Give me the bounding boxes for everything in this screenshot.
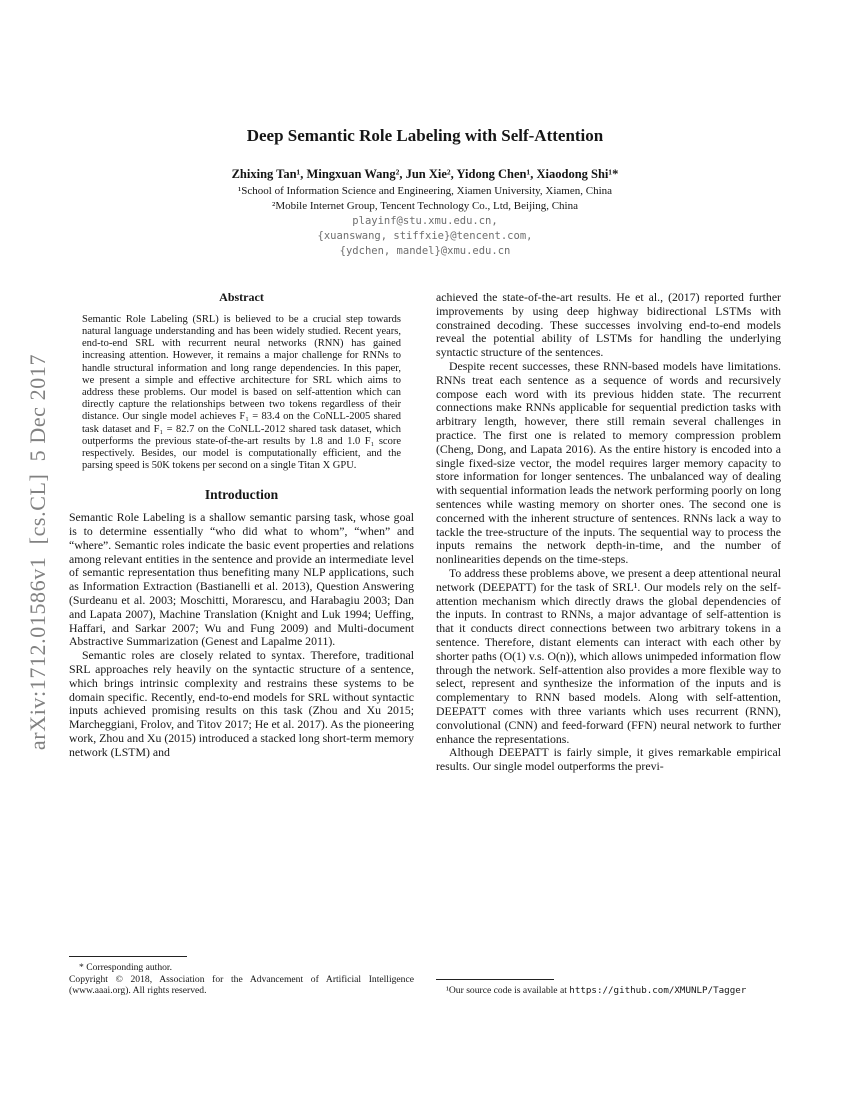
source-code-link[interactable]: https://github.com/XMUNLP/Tagger	[569, 985, 747, 997]
two-column-body	[0, 291, 850, 997]
source-code-footnote-text: ¹Our source code is available at	[446, 985, 570, 997]
right-column	[436, 291, 781, 997]
left-column	[69, 291, 414, 997]
intro-paragraph-1: Semantic Role Labeling is a shallow semantic parsing task, whose goal is to determine essentially “who did what to whom”, “when” and “where”. Semantic roles indicate the basic event properties and relations among relevant entities in the sentence and provide an intermediate level of semantic representation thus benefiting many NLP applications, such as Information Extraction (Bastianelli et al. 2013), Question Answering (Surdeanu et al. 2003; Moschitti, Morarescu, and Harabagiu 2003; Dan and Lapata 2007), Machine Translation (Knight and Luk 1994; Ueffing, Haffari, and Sarkar 2007; Wu and Fung 2009) and Multi-document Abstractive Summarization (Genest and Lapalme 2011).	[69, 510, 414, 649]
source-code-footnote	[436, 985, 781, 997]
body-paragraph-3: To address these problems above, we present a deep attentional neural network (DEEPATT) for the task of SRL¹. Our models rely on the self-attention mechanism which directly draws the global dependencies of the inputs. In contrast to RNNs, a major advantage of self-attention is that it conducts direct connections between two arbitrary tokens in a sentence. Therefore, distant elements can interact with each other by shorter paths (O(1) v.s. O(n)), which allows unimpeded information flow through the network. Self-attention also provides a more flexible way to select, represent and synthesize the information of the inputs and is complementary to RNN based models. Along with self-attention, DEEPATT comes with three variants which uses recurrent (RNN), convolutional (CNN) and feed-forward (FFN) neural network to further enhance the representations.	[436, 565, 781, 746]
body-paragraph-1: achieved the state-of-the-art results. He et al., (2017) reported further improvements by using deep highway bidirectional LSTMs with constrained decoding. These successes involving end-to-end models reveal the potential ability of LSTMs for handling the underlying syntactic structure of the sentences.	[436, 291, 781, 360]
introduction-heading: Introduction	[204, 487, 279, 503]
paper-title: Deep Semantic Role Labeling with Self-Attention	[246, 126, 604, 145]
affiliation-2: ²Mobile Internet Group, Tencent Technology Co., Ltd, Beijing, China	[272, 200, 578, 212]
intro-paragraph-2: Semantic roles are closely related to syntax. Therefore, traditional SRL approaches rely heavily on the syntactic structure of a sentence, which brings intrinsic complexity and restrains these systems to be domain specific. Recently, end-to-end models for SRL without syntactic inputs achieved promising results on this task (Zhou and Xu 2015; Marcheggiani, Frolov, and Titov 2017; He et al. 2017). As the pioneering work, Zhou and Xu (2015) introduced a stacked long short-term memory network (LSTM) and	[69, 648, 414, 759]
body-paragraph-2: Despite recent successes, these RNN-based models have limitations. RNNs treat each sentence as a sequence of words and recursively compose each word with its previous hidden state. The recurrent connections make RNNs applicable for sequential prediction tasks with arbitrary length, however, there still remain several challenges in practice. The first one is related to memory compression problem (Cheng, Dong, and Lapata 2016). As the entire history is encoded into a single fixed-size vector, the model requires larger memory capacity to store information for longer sentences. The unbalanced way of dealing with sequential information leads the network performing poorly on long sentences while wasting memory on shorter ones. The second one is concerned with the inherent structure of sentences. RNNs lack a way to tackle the tree-structure of the inputs. The sequential way to process the inputs remains the network depth-in-time, and the number of nonlinearities depends on the time-steps.	[436, 358, 781, 567]
email-line-3: {ydchen, mandel}@xmu.edu.cn	[339, 245, 511, 257]
right-footnote	[436, 979, 781, 997]
copyright-notice: Copyright © 2018, Association for the Advancement of Artificial Intelligence (www.aaai.org). All rights reserved.	[69, 973, 414, 997]
abstract-heading: Abstract	[219, 291, 264, 304]
email-line-2: {xuanswang, stiffxie}@tencent.com,	[317, 230, 533, 242]
affiliation-1: ¹School of Information Science and Engineering, Xiamen University, Xiamen, China	[237, 185, 613, 197]
left-footnote	[69, 956, 414, 997]
authors-line: Zhixing Tan¹, Mingxuan Wang², Jun Xie², Yidong Chen¹, Xiaodong Shi¹*	[231, 167, 619, 181]
corresponding-author-note: * Corresponding author.	[79, 962, 172, 974]
footnote-rule	[436, 979, 554, 980]
paper-header	[0, 0, 850, 257]
abstract-text: Semantic Role Labeling (SRL) is believed to be a crucial step towards natural language understanding and has been widely studied. Recent years, end-to-end SRL with recurrent neural networks (RNN) has gained increasing attention. However, it remains a major challenge for RNNs to handle structural information and long range dependencies. In this paper, we present a simple and effective architecture for SRL which aims to address these problems. Our model is based on self-attention which can directly capture the relationships between two tokens regardless of their distance. Our single model achieves F₁ = 83.4 on the CoNLL-2005 shared task dataset and F₁ = 82.7 on the CoNLL-2012 shared task dataset, which outperforms the previous state-of-the-art results by 1.8 and 1.0 F₁ score respectively. Besides, our model is computationally efficient, and the parsing speed is 50K tokens per second on a single Titan X GPU.	[82, 313, 401, 472]
email-line-1: playinf@stu.xmu.edu.cn,	[352, 215, 498, 227]
footnote-rule	[69, 956, 187, 957]
body-paragraph-4: Although DEEPATT is fairly simple, it gives remarkable empirical results. Our single model outperforms the previ-	[436, 745, 781, 774]
arxiv-watermark: arXiv:1712.01586v1 [cs.CL] 5 Dec 2017	[25, 353, 50, 751]
